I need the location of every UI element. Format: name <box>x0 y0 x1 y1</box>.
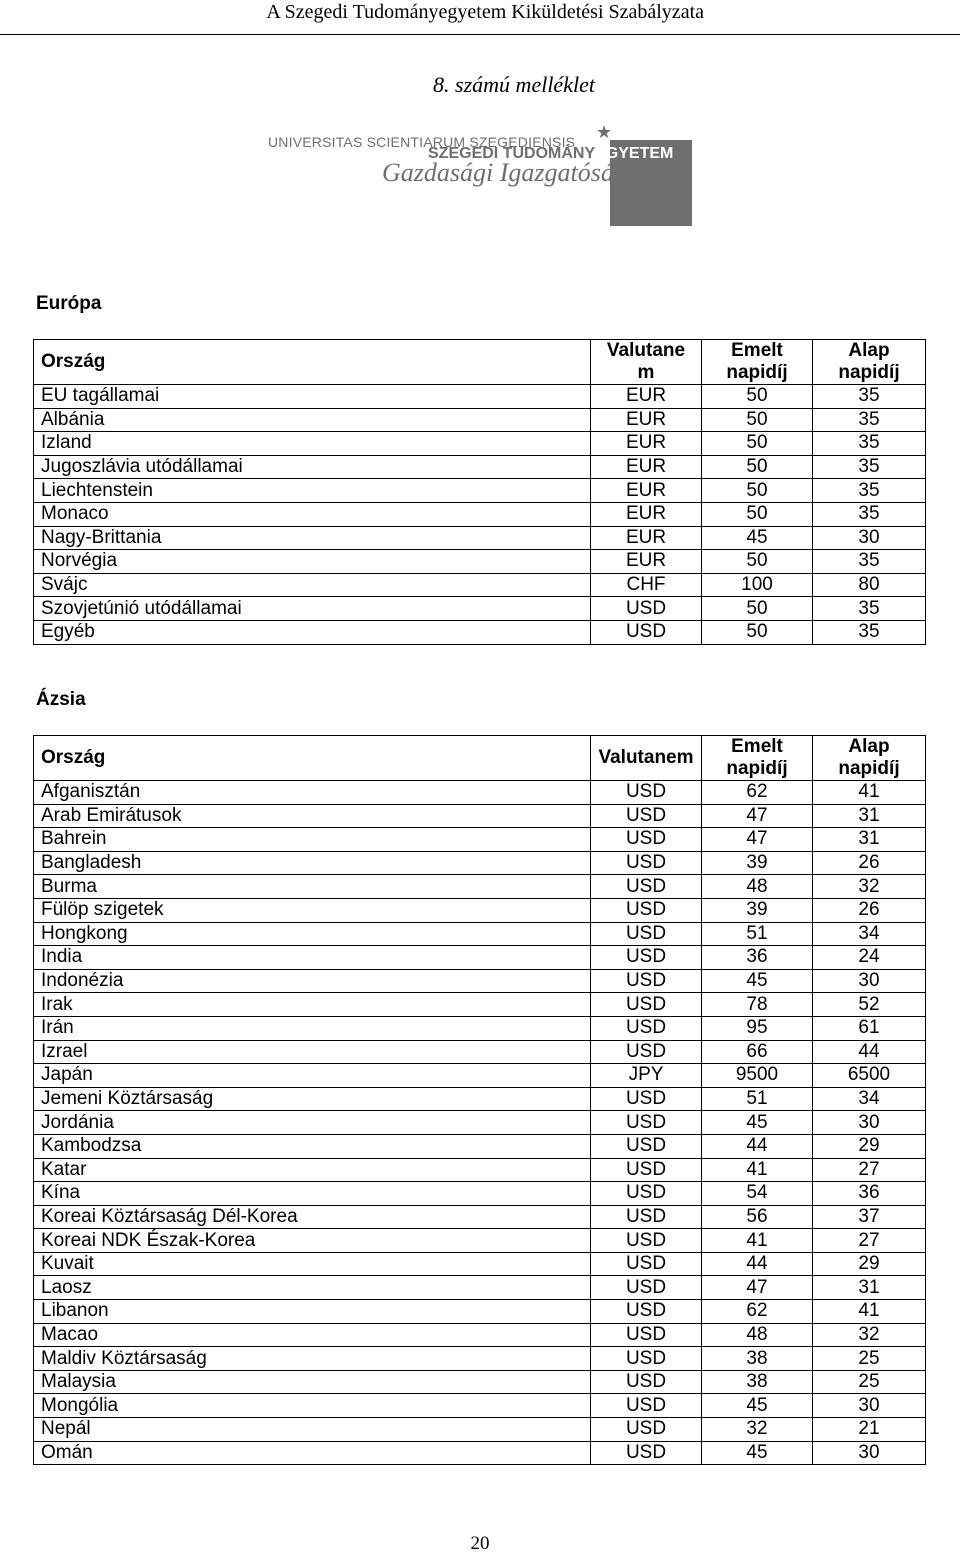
base-rate-cell: 36 <box>813 1182 926 1206</box>
country-cell: Hongkong <box>34 922 591 946</box>
table-row <box>34 432 926 456</box>
base-rate-cell: 31 <box>813 804 926 828</box>
currency-cell: EUR <box>591 432 702 456</box>
base-rate-cell: 52 <box>813 993 926 1017</box>
currency-cell: USD <box>591 851 702 875</box>
currency-cell: USD <box>591 1394 702 1418</box>
raised-rate-cell: 44 <box>702 1134 813 1158</box>
raised-rate-cell: 50 <box>702 479 813 503</box>
base-rate-cell: 30 <box>813 1441 926 1465</box>
base-rate-cell: 30 <box>813 526 926 550</box>
currency-cell: USD <box>591 1040 702 1064</box>
country-cell: Malaysia <box>34 1370 591 1394</box>
base-rate-cell: 61 <box>813 1016 926 1040</box>
currency-cell: EUR <box>591 408 702 432</box>
currency-cell: USD <box>591 597 702 621</box>
header-rule <box>0 34 960 35</box>
table-row <box>34 1347 926 1371</box>
table-row <box>34 620 926 644</box>
logo-name-part-a: SZEGEDI TUDOMÁNY <box>428 145 596 162</box>
base-rate-cell: 34 <box>813 922 926 946</box>
currency-cell: EUR <box>591 526 702 550</box>
europe-header-row <box>34 340 926 385</box>
table-row <box>34 1158 926 1182</box>
country-cell: Liechtenstein <box>34 479 591 503</box>
country-cell: Japán <box>34 1064 591 1088</box>
col-raised <box>702 736 813 781</box>
asia-body <box>34 781 926 1465</box>
base-rate-cell: 31 <box>813 1276 926 1300</box>
star-icon: ★ <box>596 122 613 142</box>
raised-rate-cell: 66 <box>702 1040 813 1064</box>
table-row <box>34 479 926 503</box>
country-cell: Jugoszlávia utódállamai <box>34 455 591 479</box>
table-row <box>34 1276 926 1300</box>
currency-cell: JPY <box>591 1064 702 1088</box>
table-row <box>34 993 926 1017</box>
table-row <box>34 526 926 550</box>
country-cell: Kína <box>34 1182 591 1206</box>
base-rate-cell: 26 <box>813 898 926 922</box>
country-cell: Libanon <box>34 1300 591 1324</box>
raised-rate-cell: 45 <box>702 1394 813 1418</box>
country-cell: Izland <box>34 432 591 456</box>
col-country: Ország <box>34 736 591 781</box>
annex-title: 8. számú melléklet <box>433 72 595 97</box>
base-rate-cell: 25 <box>813 1347 926 1371</box>
currency-cell: USD <box>591 1323 702 1347</box>
header-title: A Szegedi Tudományegyetem Kiküldetési Szabályzata <box>266 1 704 23</box>
currency-cell: USD <box>591 1418 702 1442</box>
country-cell: Macao <box>34 1323 591 1347</box>
country-cell: Kuvait <box>34 1252 591 1276</box>
country-cell: Laosz <box>34 1276 591 1300</box>
currency-cell: USD <box>591 620 702 644</box>
base-rate-cell: 35 <box>813 620 926 644</box>
raised-rate-cell: 47 <box>702 1276 813 1300</box>
col-base <box>813 736 926 781</box>
currency-cell: USD <box>591 993 702 1017</box>
country-cell: Kambodzsa <box>34 1134 591 1158</box>
raised-rate-cell: 45 <box>702 1441 813 1465</box>
base-rate-cell: 35 <box>813 550 926 574</box>
base-rate-cell: 30 <box>813 969 926 993</box>
raised-rate-cell: 44 <box>702 1252 813 1276</box>
table-row <box>34 969 926 993</box>
base-rate-cell: 35 <box>813 455 926 479</box>
raised-rate-cell: 45 <box>702 526 813 550</box>
raised-rate-cell: 50 <box>702 408 813 432</box>
table-row <box>34 455 926 479</box>
raised-rate-cell: 38 <box>702 1347 813 1371</box>
currency-cell: USD <box>591 1370 702 1394</box>
country-cell: Szovjetúnió utódállamai <box>34 597 591 621</box>
country-cell: Afganisztán <box>34 781 591 805</box>
country-cell: Omán <box>34 1441 591 1465</box>
base-rate-cell: 25 <box>813 1370 926 1394</box>
table-row <box>34 781 926 805</box>
currency-cell: USD <box>591 1158 702 1182</box>
table-row <box>34 1370 926 1394</box>
currency-cell: USD <box>591 1252 702 1276</box>
table-row <box>34 550 926 574</box>
currency-cell: USD <box>591 1276 702 1300</box>
table-row <box>34 573 926 597</box>
col-currency: Valutanem <box>591 736 702 781</box>
col-country: Ország <box>34 340 591 385</box>
currency-cell: USD <box>591 1016 702 1040</box>
raised-rate-cell: 9500 <box>702 1064 813 1088</box>
base-rate-cell: 35 <box>813 408 926 432</box>
col-raised-label: Emelt napidíj <box>726 736 788 779</box>
raised-rate-cell: 47 <box>702 828 813 852</box>
raised-rate-cell: 51 <box>702 1087 813 1111</box>
base-rate-cell: 31 <box>813 828 926 852</box>
table-row <box>34 828 926 852</box>
base-rate-cell: 30 <box>813 1111 926 1135</box>
raised-rate-cell: 62 <box>702 781 813 805</box>
table-row <box>34 875 926 899</box>
base-rate-cell: 34 <box>813 1087 926 1111</box>
country-cell: Jemeni Köztársaság <box>34 1087 591 1111</box>
table-row <box>34 502 926 526</box>
table-row <box>34 1040 926 1064</box>
currency-cell: EUR <box>591 550 702 574</box>
logo-directorate: Gazdasági Igazgatóság <box>382 158 627 187</box>
raised-rate-cell: 50 <box>702 550 813 574</box>
col-base <box>813 340 926 385</box>
currency-cell: USD <box>591 1229 702 1253</box>
asia-title: Ázsia <box>36 689 86 710</box>
table-row <box>34 898 926 922</box>
table-row <box>34 1394 926 1418</box>
base-rate-cell: 32 <box>813 1323 926 1347</box>
country-cell: Mongólia <box>34 1394 591 1418</box>
table-row <box>34 804 926 828</box>
page-header <box>0 0 960 34</box>
base-rate-cell: 41 <box>813 1300 926 1324</box>
currency-cell: USD <box>591 1441 702 1465</box>
currency-cell: USD <box>591 1134 702 1158</box>
europe-table <box>33 339 926 645</box>
logo-latin-name: UNIVERSITAS SCIENTIARUM SZEGEDIENSIS <box>268 134 576 150</box>
country-cell: Egyéb <box>34 620 591 644</box>
raised-rate-cell: 50 <box>702 455 813 479</box>
table-row <box>34 1441 926 1465</box>
table-row <box>34 1134 926 1158</box>
base-rate-cell: 35 <box>813 385 926 409</box>
raised-rate-cell: 50 <box>702 432 813 456</box>
country-cell: Arab Emirátusok <box>34 804 591 828</box>
country-cell: Burma <box>34 875 591 899</box>
base-rate-cell: 35 <box>813 502 926 526</box>
currency-cell: EUR <box>591 455 702 479</box>
raised-rate-cell: 48 <box>702 875 813 899</box>
table-row <box>34 946 926 970</box>
currency-cell: USD <box>591 1087 702 1111</box>
table-row <box>34 1111 926 1135</box>
country-cell: Monaco <box>34 502 591 526</box>
currency-cell: USD <box>591 781 702 805</box>
europe-title: Európa <box>36 293 102 314</box>
currency-cell: CHF <box>591 573 702 597</box>
currency-cell: USD <box>591 875 702 899</box>
table-row <box>34 1182 926 1206</box>
country-cell: Indonézia <box>34 969 591 993</box>
currency-cell: USD <box>591 946 702 970</box>
table-row <box>34 851 926 875</box>
currency-cell: EUR <box>591 502 702 526</box>
table-row <box>34 385 926 409</box>
table-row <box>34 1064 926 1088</box>
table-row <box>34 1087 926 1111</box>
base-rate-cell: 26 <box>813 851 926 875</box>
base-rate-cell: 41 <box>813 781 926 805</box>
base-rate-cell: 27 <box>813 1158 926 1182</box>
currency-cell: USD <box>591 1300 702 1324</box>
col-raised <box>702 340 813 385</box>
base-rate-cell: 29 <box>813 1134 926 1158</box>
asia-table <box>33 735 926 1465</box>
base-rate-cell: 35 <box>813 597 926 621</box>
raised-rate-cell: 50 <box>702 597 813 621</box>
raised-rate-cell: 50 <box>702 502 813 526</box>
base-rate-cell: 6500 <box>813 1064 926 1088</box>
currency-cell: USD <box>591 1182 702 1206</box>
base-rate-cell: 44 <box>813 1040 926 1064</box>
table-row <box>34 1016 926 1040</box>
raised-rate-cell: 39 <box>702 898 813 922</box>
asia-header-row <box>34 736 926 781</box>
currency-cell: USD <box>591 1205 702 1229</box>
country-cell: Albánia <box>34 408 591 432</box>
base-rate-cell: 27 <box>813 1229 926 1253</box>
raised-rate-cell: 41 <box>702 1158 813 1182</box>
raised-rate-cell: 51 <box>702 922 813 946</box>
table-row <box>34 597 926 621</box>
country-cell: Jordánia <box>34 1111 591 1135</box>
col-base-label: Alap napidíj <box>838 736 900 779</box>
currency-cell: USD <box>591 828 702 852</box>
currency-cell: USD <box>591 1111 702 1135</box>
base-rate-cell: 32 <box>813 875 926 899</box>
country-cell: Svájc <box>34 573 591 597</box>
country-cell: Bangladesh <box>34 851 591 875</box>
country-cell: Maldiv Köztársaság <box>34 1347 591 1371</box>
logo-name-part-b: EGYETEM <box>595 145 674 162</box>
country-cell: India <box>34 946 591 970</box>
col-raised-label: Emelt napidíj <box>726 340 788 383</box>
country-cell: Norvégia <box>34 550 591 574</box>
table-row <box>34 1323 926 1347</box>
country-cell: Koreai Köztársaság Dél-Korea <box>34 1205 591 1229</box>
country-cell: EU tagállamai <box>34 385 591 409</box>
currency-cell: USD <box>591 969 702 993</box>
currency-cell: USD <box>591 804 702 828</box>
col-currency <box>591 340 702 385</box>
raised-rate-cell: 50 <box>702 385 813 409</box>
europe-body <box>34 385 926 645</box>
country-cell: Fülöp szigetek <box>34 898 591 922</box>
base-rate-cell: 37 <box>813 1205 926 1229</box>
base-rate-cell: 21 <box>813 1418 926 1442</box>
raised-rate-cell: 45 <box>702 1111 813 1135</box>
currency-cell: EUR <box>591 479 702 503</box>
raised-rate-cell: 38 <box>702 1370 813 1394</box>
raised-rate-cell: 39 <box>702 851 813 875</box>
raised-rate-cell: 45 <box>702 969 813 993</box>
raised-rate-cell: 36 <box>702 946 813 970</box>
currency-cell: EUR <box>591 385 702 409</box>
country-cell: Irak <box>34 993 591 1017</box>
raised-rate-cell: 100 <box>702 573 813 597</box>
base-rate-cell: 35 <box>813 432 926 456</box>
table-row <box>34 1252 926 1276</box>
base-rate-cell: 24 <box>813 946 926 970</box>
base-rate-cell: 29 <box>813 1252 926 1276</box>
country-cell: Irán <box>34 1016 591 1040</box>
country-cell: Koreai NDK Észak-Korea <box>34 1229 591 1253</box>
page-number: 20 <box>470 1533 490 1554</box>
raised-rate-cell: 54 <box>702 1182 813 1206</box>
table-row <box>34 1205 926 1229</box>
raised-rate-cell: 32 <box>702 1418 813 1442</box>
raised-rate-cell: 41 <box>702 1229 813 1253</box>
country-cell: Bahrein <box>34 828 591 852</box>
table-row <box>34 408 926 432</box>
raised-rate-cell: 78 <box>702 993 813 1017</box>
raised-rate-cell: 56 <box>702 1205 813 1229</box>
country-cell: Nagy-Brittania <box>34 526 591 550</box>
base-rate-cell: 35 <box>813 479 926 503</box>
currency-cell: USD <box>591 922 702 946</box>
raised-rate-cell: 50 <box>702 620 813 644</box>
currency-cell: USD <box>591 898 702 922</box>
country-cell: Nepál <box>34 1418 591 1442</box>
table-row <box>34 1300 926 1324</box>
base-rate-cell: 30 <box>813 1394 926 1418</box>
raised-rate-cell: 95 <box>702 1016 813 1040</box>
country-cell: Katar <box>34 1158 591 1182</box>
table-row <box>34 922 926 946</box>
table-row <box>34 1418 926 1442</box>
table-row <box>34 1229 926 1253</box>
col-base-label: Alap napidíj <box>838 340 900 383</box>
university-logo <box>262 122 694 230</box>
col-currency-label: Valutane m <box>606 340 686 383</box>
raised-rate-cell: 47 <box>702 804 813 828</box>
currency-cell: USD <box>591 1347 702 1371</box>
raised-rate-cell: 62 <box>702 1300 813 1324</box>
raised-rate-cell: 48 <box>702 1323 813 1347</box>
base-rate-cell: 80 <box>813 573 926 597</box>
country-cell: Izrael <box>34 1040 591 1064</box>
